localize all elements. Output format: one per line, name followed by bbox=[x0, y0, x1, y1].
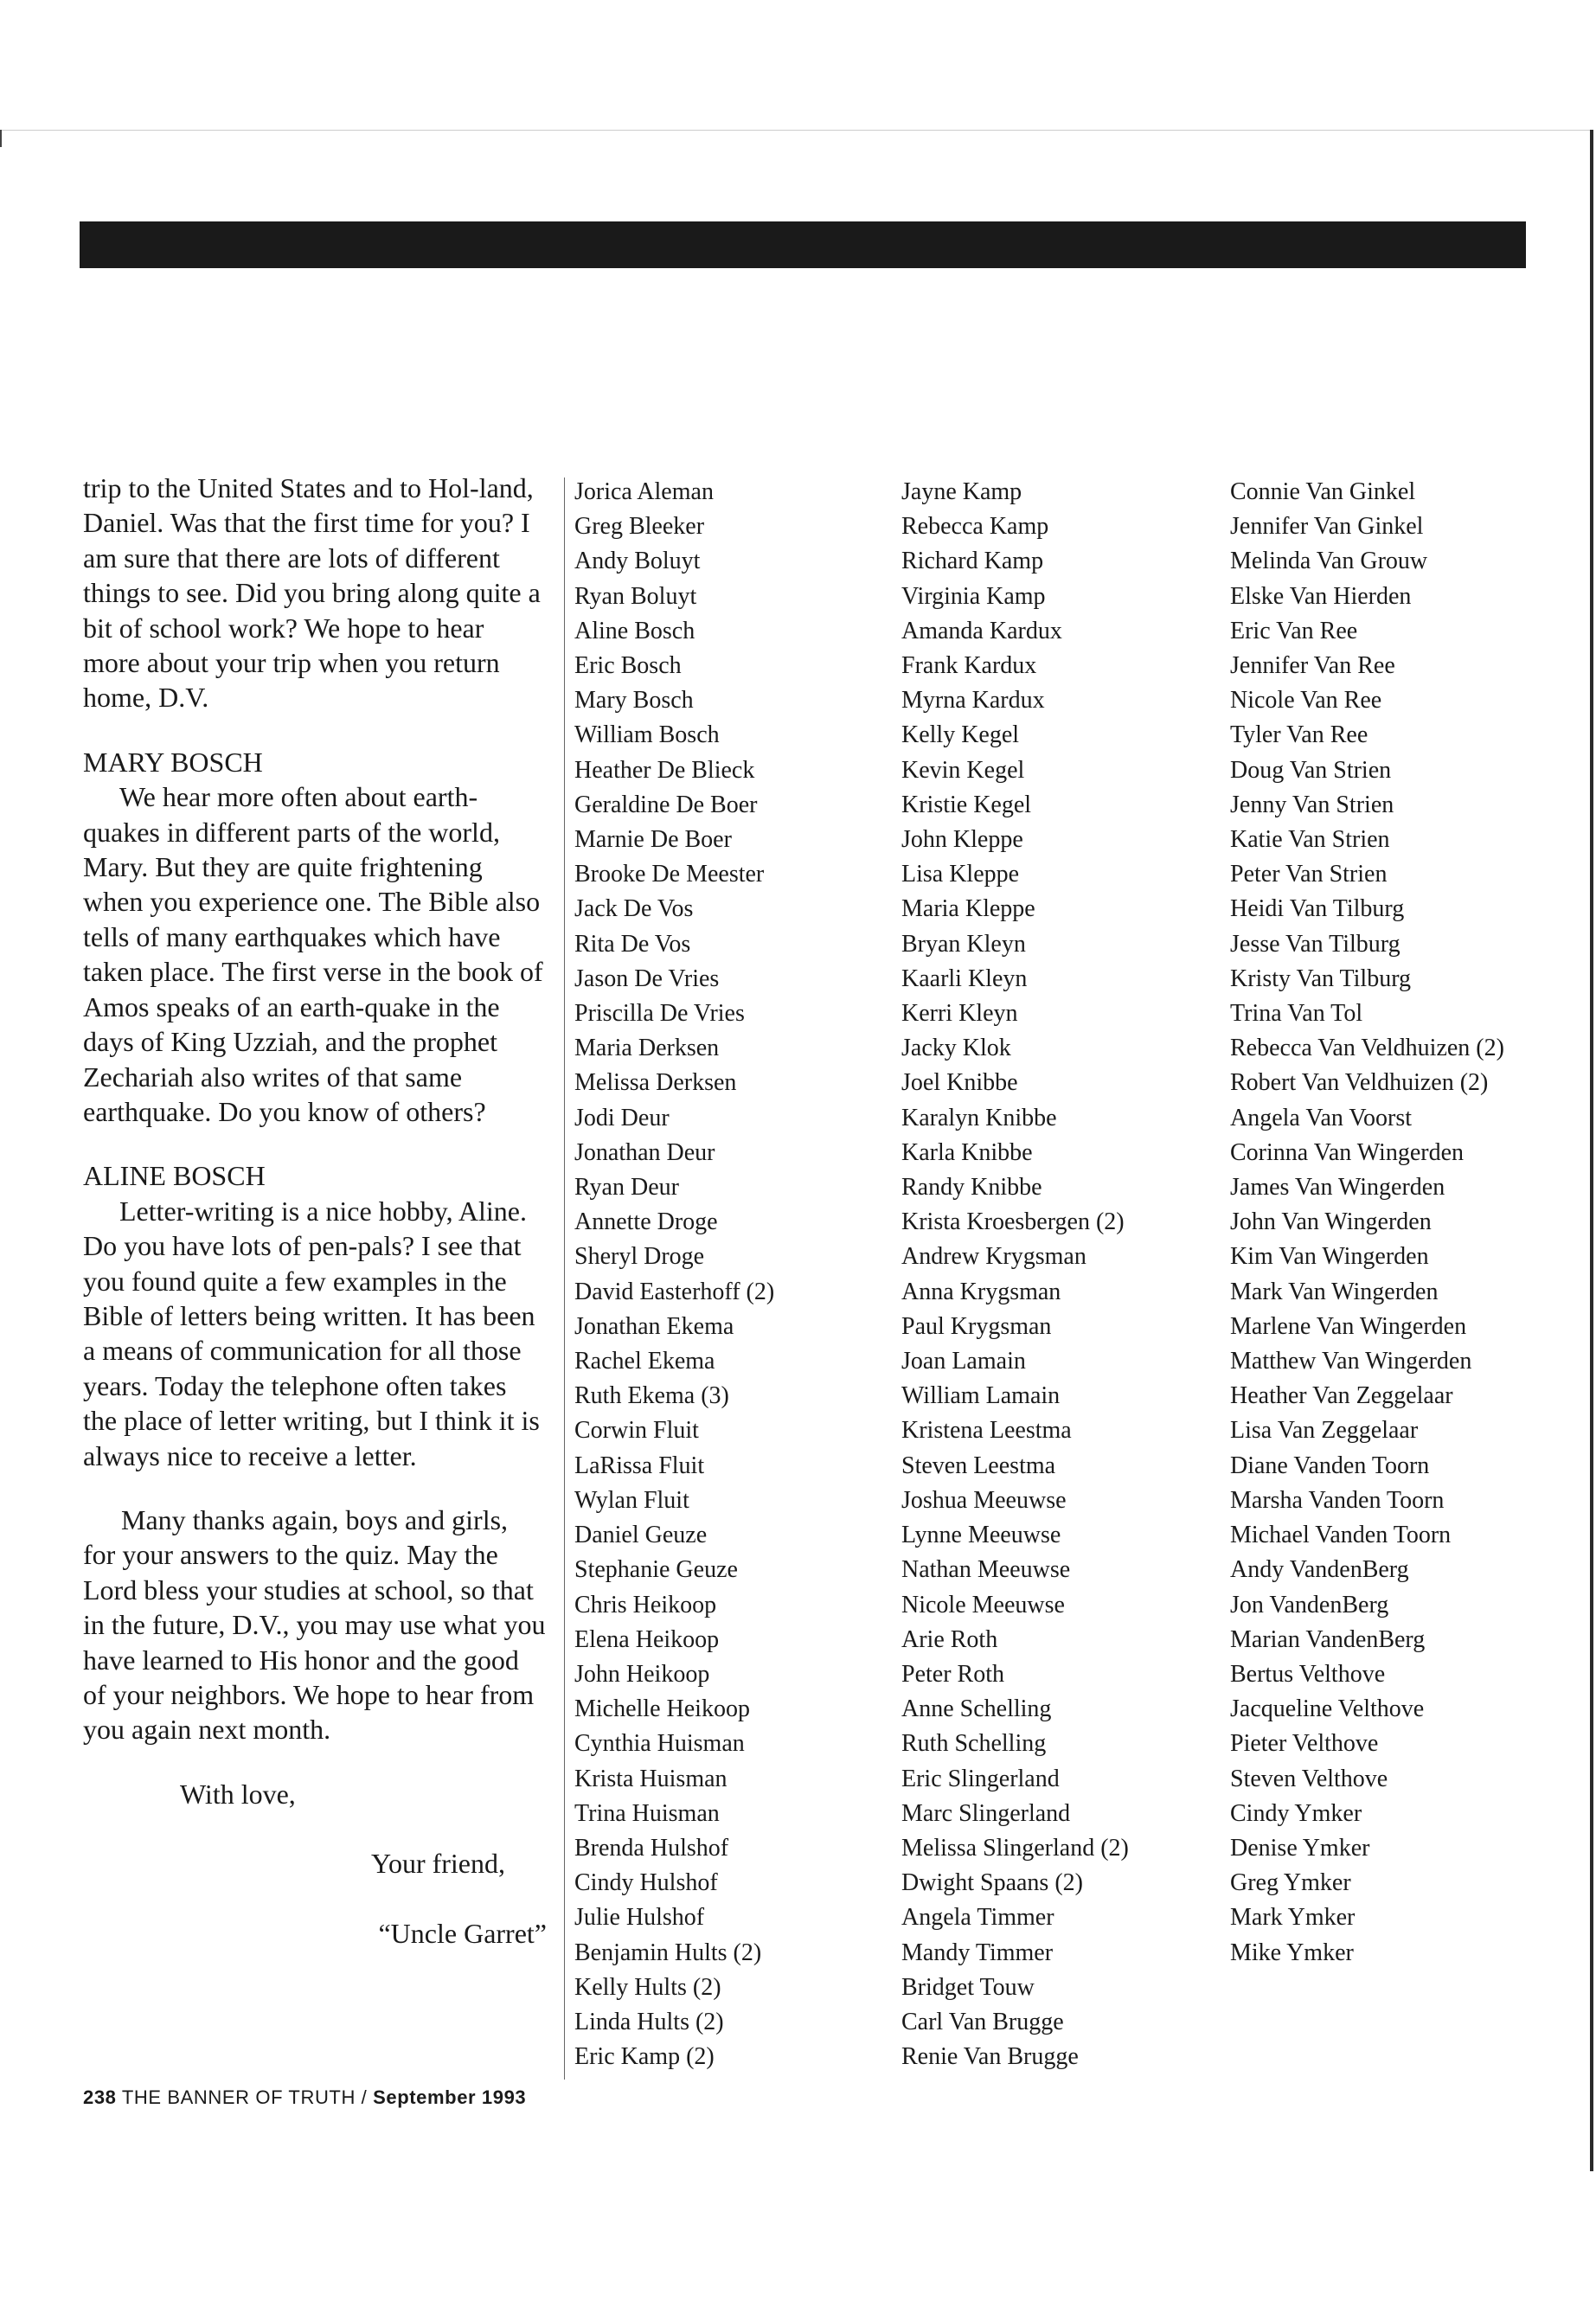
closing-paragraph: Many thanks again, boys and girls, for your answers to the quiz. May the Lord bless your studies at school, so that in the future, D.V., you may use what you have learned to His honor and the good of your neighbors. We hope to hear from you again next month. bbox=[83, 1503, 546, 1746]
name-entry: Brooke De Meester bbox=[574, 861, 765, 888]
name-entry: Marc Slingerland bbox=[901, 1799, 1071, 1827]
name-entry: Anna Krygsman bbox=[901, 1278, 1061, 1305]
name-entry: Jenny Van Strien bbox=[1230, 791, 1394, 818]
name-entry: Jennifer Van Ree bbox=[1230, 652, 1395, 680]
scan-edge-right bbox=[1590, 130, 1593, 2171]
name-entry: Greg Ymker bbox=[1230, 1869, 1351, 1897]
name-entry: Lisa Van Zeggelaar bbox=[1230, 1417, 1419, 1445]
name-entry: Michelle Heikoop bbox=[574, 1695, 750, 1723]
name-entry: Melinda Van Grouw bbox=[1230, 548, 1428, 575]
name-entry: Virginia Kamp bbox=[901, 582, 1046, 610]
name-entry: Jason De Vries bbox=[574, 965, 720, 992]
name-entry: Myrna Kardux bbox=[901, 687, 1045, 715]
name-entry: Rita De Vos bbox=[574, 930, 691, 958]
name-entry: Mike Ymker bbox=[1230, 1939, 1354, 1966]
name-entry: Jayne Kamp bbox=[901, 478, 1022, 505]
name-entry: Benjamin Hults (2) bbox=[574, 1939, 762, 1966]
name-entry: Mark Ymker bbox=[1230, 1904, 1356, 1932]
name-entry: Arie Roth bbox=[901, 1625, 998, 1653]
name-entry: Steven Velthove bbox=[1230, 1765, 1388, 1792]
name-entry: Rebecca Kamp bbox=[901, 513, 1049, 541]
name-entry: John Kleppe bbox=[901, 826, 1023, 854]
name-entry: Kim Van Wingerden bbox=[1230, 1243, 1429, 1271]
name-entry: Joan Lamain bbox=[901, 1348, 1026, 1375]
name-entry: Nathan Meeuwse bbox=[901, 1556, 1071, 1584]
name-entry: Ruth Ekema (3) bbox=[574, 1382, 729, 1410]
section-body-mary-bosch: We hear more often about earth-quakes in different parts of the world, Mary. But they are quite frightening when you experience one. The Bible also tells of many earthquakes which have taken place. The first verse in the book of Amos speaks of an earth-quake in the days of King Uzziah, and the prophet Zechariah also writes of that same earthquake. Do you know of others? bbox=[83, 781, 543, 1127]
name-entry: Jesse Van Tilburg bbox=[1230, 930, 1401, 958]
name-entry: Peter Van Strien bbox=[1230, 861, 1388, 888]
name-entry: Carl Van Brugge bbox=[901, 2008, 1064, 2035]
publication-name: THE BANNER OF TRUTH bbox=[121, 2086, 356, 2108]
name-entry: Ryan Deur bbox=[574, 1174, 679, 1202]
name-entry: David Easterhoff (2) bbox=[574, 1278, 775, 1305]
section-heading-aline-bosch: ALINE BOSCH bbox=[83, 1160, 266, 1192]
name-entry: Jacky Klok bbox=[901, 1035, 1011, 1062]
name-entry: Anne Schelling bbox=[901, 1695, 1052, 1723]
name-entry: Robert Van Veldhuizen (2) bbox=[1230, 1069, 1489, 1097]
name-entry: Maria Derksen bbox=[574, 1035, 720, 1062]
name-entry: Randy Knibbe bbox=[901, 1174, 1042, 1202]
name-entry: Jonathan Ekema bbox=[574, 1312, 734, 1340]
name-entry: Diane Vanden Toorn bbox=[1230, 1452, 1430, 1479]
name-entry: Jennifer Van Ginkel bbox=[1230, 513, 1424, 541]
name-entry: Mary Bosch bbox=[574, 687, 694, 715]
name-entry: Cindy Hulshof bbox=[574, 1869, 718, 1897]
name-entry: William Bosch bbox=[574, 721, 720, 749]
name-entry: Jon VandenBerg bbox=[1230, 1591, 1389, 1618]
issue-date: September 1993 bbox=[373, 2086, 527, 2108]
name-entry: Eric Bosch bbox=[574, 652, 682, 680]
name-entry: Kelly Kegel bbox=[901, 721, 1020, 749]
name-entry: Joshua Meeuwse bbox=[901, 1486, 1067, 1514]
name-entry: Eric Slingerland bbox=[901, 1765, 1060, 1792]
name-entry: Kristie Kegel bbox=[901, 791, 1032, 818]
name-entry: Amanda Kardux bbox=[901, 617, 1062, 644]
name-entry: Elske Van Hierden bbox=[1230, 582, 1412, 610]
name-entry: Connie Van Ginkel bbox=[1230, 478, 1416, 505]
name-entry: Lisa Kleppe bbox=[901, 861, 1020, 888]
header-bar bbox=[80, 221, 1526, 268]
name-entry: Kerri Kleyn bbox=[901, 1000, 1018, 1028]
letter-intro: trip to the United States and to Hol-land, Daniel. Was that the first time for you? I am sure that there are lots of different things to see. Did you bring along quite a bit of school work? We hope to hear more about your trip when you return home, D.V. bbox=[83, 472, 541, 714]
name-entry: Elena Heikoop bbox=[574, 1625, 720, 1653]
name-entry: Rebecca Van Veldhuizen (2) bbox=[1230, 1035, 1504, 1062]
name-entry: Marsha Vanden Toorn bbox=[1230, 1486, 1445, 1514]
section-body-aline-bosch: Letter-writing is a nice hobby, Aline. Do you have lots of pen-pals? I see that you found quite a few examples in the Bible of letters being written. It has been a means of communication for all those years. Today the telephone often takes the place of letter writing, but I think it is always nice to receive a letter. bbox=[83, 1195, 540, 1471]
name-entry: Ruth Schelling bbox=[901, 1730, 1047, 1758]
name-entry: Krista Huisman bbox=[574, 1765, 727, 1792]
name-entry: Andy Boluyt bbox=[574, 548, 701, 575]
name-entry: Jack De Vos bbox=[574, 895, 694, 923]
name-entry: Cynthia Huisman bbox=[574, 1730, 745, 1758]
name-entry: Ryan Boluyt bbox=[574, 582, 697, 610]
name-entry: Marnie De Boer bbox=[574, 826, 732, 854]
name-entry: Lynne Meeuwse bbox=[901, 1522, 1061, 1549]
name-entry: Frank Kardux bbox=[901, 652, 1037, 680]
name-entry: Marian VandenBerg bbox=[1230, 1625, 1426, 1653]
name-entry: Mandy Timmer bbox=[901, 1939, 1054, 1966]
name-entry: Eric Kamp (2) bbox=[574, 2043, 715, 2071]
name-entry: Heather Van Zeggelaar bbox=[1230, 1382, 1453, 1410]
name-entry: Trina Huisman bbox=[574, 1799, 720, 1827]
name-entry: Paul Krygsman bbox=[901, 1312, 1052, 1340]
name-entry: Renie Van Brugge bbox=[901, 2043, 1079, 2071]
name-entry: Greg Bleeker bbox=[574, 513, 705, 541]
name-entry: Sheryl Droge bbox=[574, 1243, 705, 1271]
name-entry: Rachel Ekema bbox=[574, 1348, 715, 1375]
name-entry: Andrew Krygsman bbox=[901, 1243, 1086, 1271]
signature: “Uncle Garret” bbox=[378, 1917, 547, 1949]
name-entry: Tyler Van Ree bbox=[1230, 721, 1368, 749]
name-entry: Angela Timmer bbox=[901, 1904, 1054, 1932]
name-entry: Geraldine De Boer bbox=[574, 791, 758, 818]
name-entry: Kelly Hults (2) bbox=[574, 1973, 721, 2001]
letter-column bbox=[83, 471, 547, 1951]
name-entry: Annette Droge bbox=[574, 1208, 718, 1236]
name-entry: Richard Kamp bbox=[901, 548, 1044, 575]
name-entry: Dwight Spaans (2) bbox=[901, 1869, 1083, 1897]
section-heading-mary-bosch: MARY BOSCH bbox=[83, 746, 263, 778]
name-entry: Melissa Derksen bbox=[574, 1069, 737, 1097]
name-entry: Julie Hulshof bbox=[574, 1904, 705, 1932]
name-entry: Denise Ymker bbox=[1230, 1834, 1370, 1862]
name-entry: Corinna Van Wingerden bbox=[1230, 1138, 1465, 1166]
name-entry: Doug Van Strien bbox=[1230, 756, 1392, 784]
name-entry: Jacqueline Velthove bbox=[1230, 1695, 1425, 1723]
page-footer bbox=[83, 2086, 526, 2109]
name-entry: Marlene Van Wingerden bbox=[1230, 1312, 1467, 1340]
name-entry: Jodi Deur bbox=[574, 1104, 670, 1131]
name-entry: Steven Leestma bbox=[901, 1452, 1056, 1479]
name-entry: Wylan Fluit bbox=[574, 1486, 689, 1514]
name-entry: James Van Wingerden bbox=[1230, 1174, 1445, 1202]
names-column-2 bbox=[901, 475, 1129, 2074]
name-entry: Cindy Ymker bbox=[1230, 1799, 1362, 1827]
name-entry: Pieter Velthove bbox=[1230, 1730, 1379, 1758]
name-entry: Andy VandenBerg bbox=[1230, 1556, 1409, 1584]
name-entry: Daniel Geuze bbox=[574, 1522, 708, 1549]
name-entry: Kevin Kegel bbox=[901, 756, 1025, 784]
name-entry: Chris Heikoop bbox=[574, 1591, 717, 1618]
name-entry: Karalyn Knibbe bbox=[901, 1104, 1057, 1131]
name-entry: Jorica Aleman bbox=[574, 478, 714, 505]
name-entry: John Heikoop bbox=[574, 1660, 710, 1688]
name-entry: Katie Van Strien bbox=[1230, 826, 1390, 854]
name-entry: LaRissa Fluit bbox=[574, 1452, 705, 1479]
names-column-3 bbox=[1230, 475, 1504, 1971]
name-entry: Angela Van Voorst bbox=[1230, 1104, 1412, 1131]
page-number: 238 bbox=[83, 2086, 117, 2108]
name-entry: Corwin Fluit bbox=[574, 1417, 699, 1445]
closing-your-friend: Your friend, bbox=[371, 1848, 505, 1880]
name-entry: Joel Knibbe bbox=[901, 1069, 1018, 1097]
name-entry: Stephanie Geuze bbox=[574, 1556, 738, 1584]
name-entry: Krista Kroesbergen (2) bbox=[901, 1208, 1125, 1236]
name-entry: Nicole Meeuwse bbox=[901, 1591, 1065, 1618]
name-entry: Aline Bosch bbox=[574, 617, 695, 644]
name-entry: Michael Vanden Toorn bbox=[1230, 1522, 1452, 1549]
name-entry: Peter Roth bbox=[901, 1660, 1004, 1688]
name-entry: Jonathan Deur bbox=[574, 1138, 715, 1166]
name-entry: Nicole Van Ree bbox=[1230, 687, 1382, 715]
name-entry: Karla Knibbe bbox=[901, 1138, 1033, 1166]
name-entry: Priscilla De Vries bbox=[574, 1000, 745, 1028]
name-entry: William Lamain bbox=[901, 1382, 1061, 1410]
closing-with-love: With love, bbox=[180, 1778, 296, 1810]
name-entry: Trina Van Tol bbox=[1230, 1000, 1363, 1028]
name-entry: John Van Wingerden bbox=[1230, 1208, 1432, 1236]
name-entry: Heidi Van Tilburg bbox=[1230, 895, 1405, 923]
name-entry: Mark Van Wingerden bbox=[1230, 1278, 1439, 1305]
footer-separator: / bbox=[355, 2086, 374, 2108]
name-entry: Melissa Slingerland (2) bbox=[901, 1834, 1129, 1862]
name-entry: Heather De Blieck bbox=[574, 756, 755, 784]
name-entry: Brenda Hulshof bbox=[574, 1834, 729, 1862]
name-entry: Matthew Van Wingerden bbox=[1230, 1348, 1472, 1375]
column-divider bbox=[564, 478, 565, 2080]
name-entry: Eric Van Ree bbox=[1230, 617, 1358, 644]
name-entry: Kristy Van Tilburg bbox=[1230, 965, 1412, 992]
name-entry: Kristena Leestma bbox=[901, 1417, 1072, 1445]
scan-edge-left bbox=[0, 130, 2, 147]
name-entry: Linda Hults (2) bbox=[574, 2008, 724, 2035]
names-column-1 bbox=[574, 475, 774, 2074]
name-entry: Kaarli Kleyn bbox=[901, 965, 1028, 992]
name-entry: Bridget Touw bbox=[901, 1973, 1035, 2001]
name-entry: Maria Kleppe bbox=[901, 895, 1035, 923]
name-entry: Bryan Kleyn bbox=[901, 930, 1026, 958]
name-entry: Bertus Velthove bbox=[1230, 1660, 1386, 1688]
page-top-rule bbox=[0, 130, 1590, 131]
